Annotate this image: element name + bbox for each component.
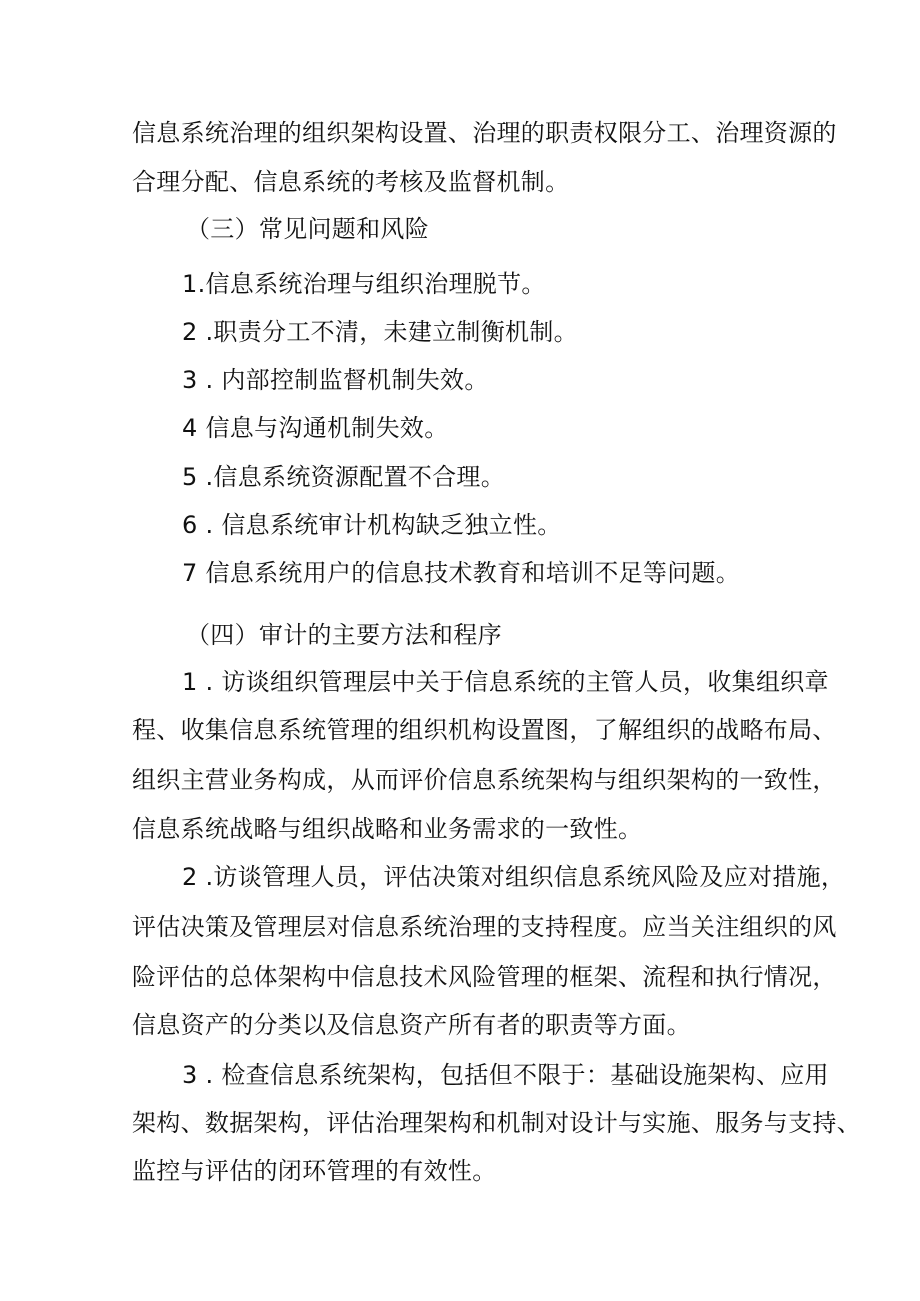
section4-para1-line3: 组织主营业务构成，从而评价信息系统架构与组织架构的一致性， bbox=[132, 766, 837, 794]
section4-para3-line1: 3 . 检查信息系统架构，包括但不限于：基础设施架构、应用 bbox=[182, 1061, 829, 1089]
section3-heading: （三）常见问题和风险 bbox=[186, 215, 429, 243]
section4-para2-line2: 评估决策及管理层对信息系统治理的支持程度。应当关注组织的风 bbox=[132, 913, 837, 941]
section3-item-5: 5 .信息系统资源配置不合理。 bbox=[182, 463, 506, 491]
section3-item-2: 2 .职责分工不清，未建立制衡机制。 bbox=[182, 318, 578, 346]
section3-item-3: 3 . 内部控制监督机制失效。 bbox=[182, 366, 489, 394]
section4-para3-line3: 监控与评估的闭环管理的有效性。 bbox=[132, 1157, 497, 1185]
section4-para2-line1: 2 .访谈管理人员，评估决策对组织信息系统风险及应对措施， bbox=[182, 863, 846, 891]
section4-para2-line4: 信息资产的分类以及信息资产所有者的职责等方面。 bbox=[132, 1011, 691, 1039]
section4-para1-line2: 程、收集信息系统管理的组织机构设置图，了解组织的战略布局、 bbox=[132, 716, 837, 744]
intro-line-2: 合理分配、信息系统的考核及监督机制。 bbox=[132, 168, 570, 196]
section4-heading: （四）审计的主要方法和程序 bbox=[186, 621, 502, 649]
section4-para1-line4: 信息系统战略与组织战略和业务需求的一致性。 bbox=[132, 815, 643, 843]
section3-item-1: 1.信息系统治理与组织治理脱节。 bbox=[182, 270, 546, 298]
section4-para1-line1: 1 . 访谈组织管理层中关于信息系统的主管人员，收集组织章 bbox=[182, 668, 829, 696]
section4-para2-line3: 险评估的总体架构中信息技术风险管理的框架、流程和执行情况， bbox=[132, 963, 837, 991]
section3-item-7: 7 信息系统用户的信息技术教育和培训不足等问题。 bbox=[182, 559, 741, 587]
section4-para3-line2: 架构、数据架构，评估治理架构和机制对设计与实施、服务与支持、 bbox=[132, 1109, 861, 1137]
section3-item-4: 4 信息与沟通机制失效。 bbox=[182, 414, 449, 442]
section3-item-6: 6 . 信息系统审计机构缺乏独立性。 bbox=[182, 511, 562, 539]
intro-line-1: 信息系统治理的组织架构设置、治理的职责权限分工、治理资源的 bbox=[132, 119, 837, 147]
